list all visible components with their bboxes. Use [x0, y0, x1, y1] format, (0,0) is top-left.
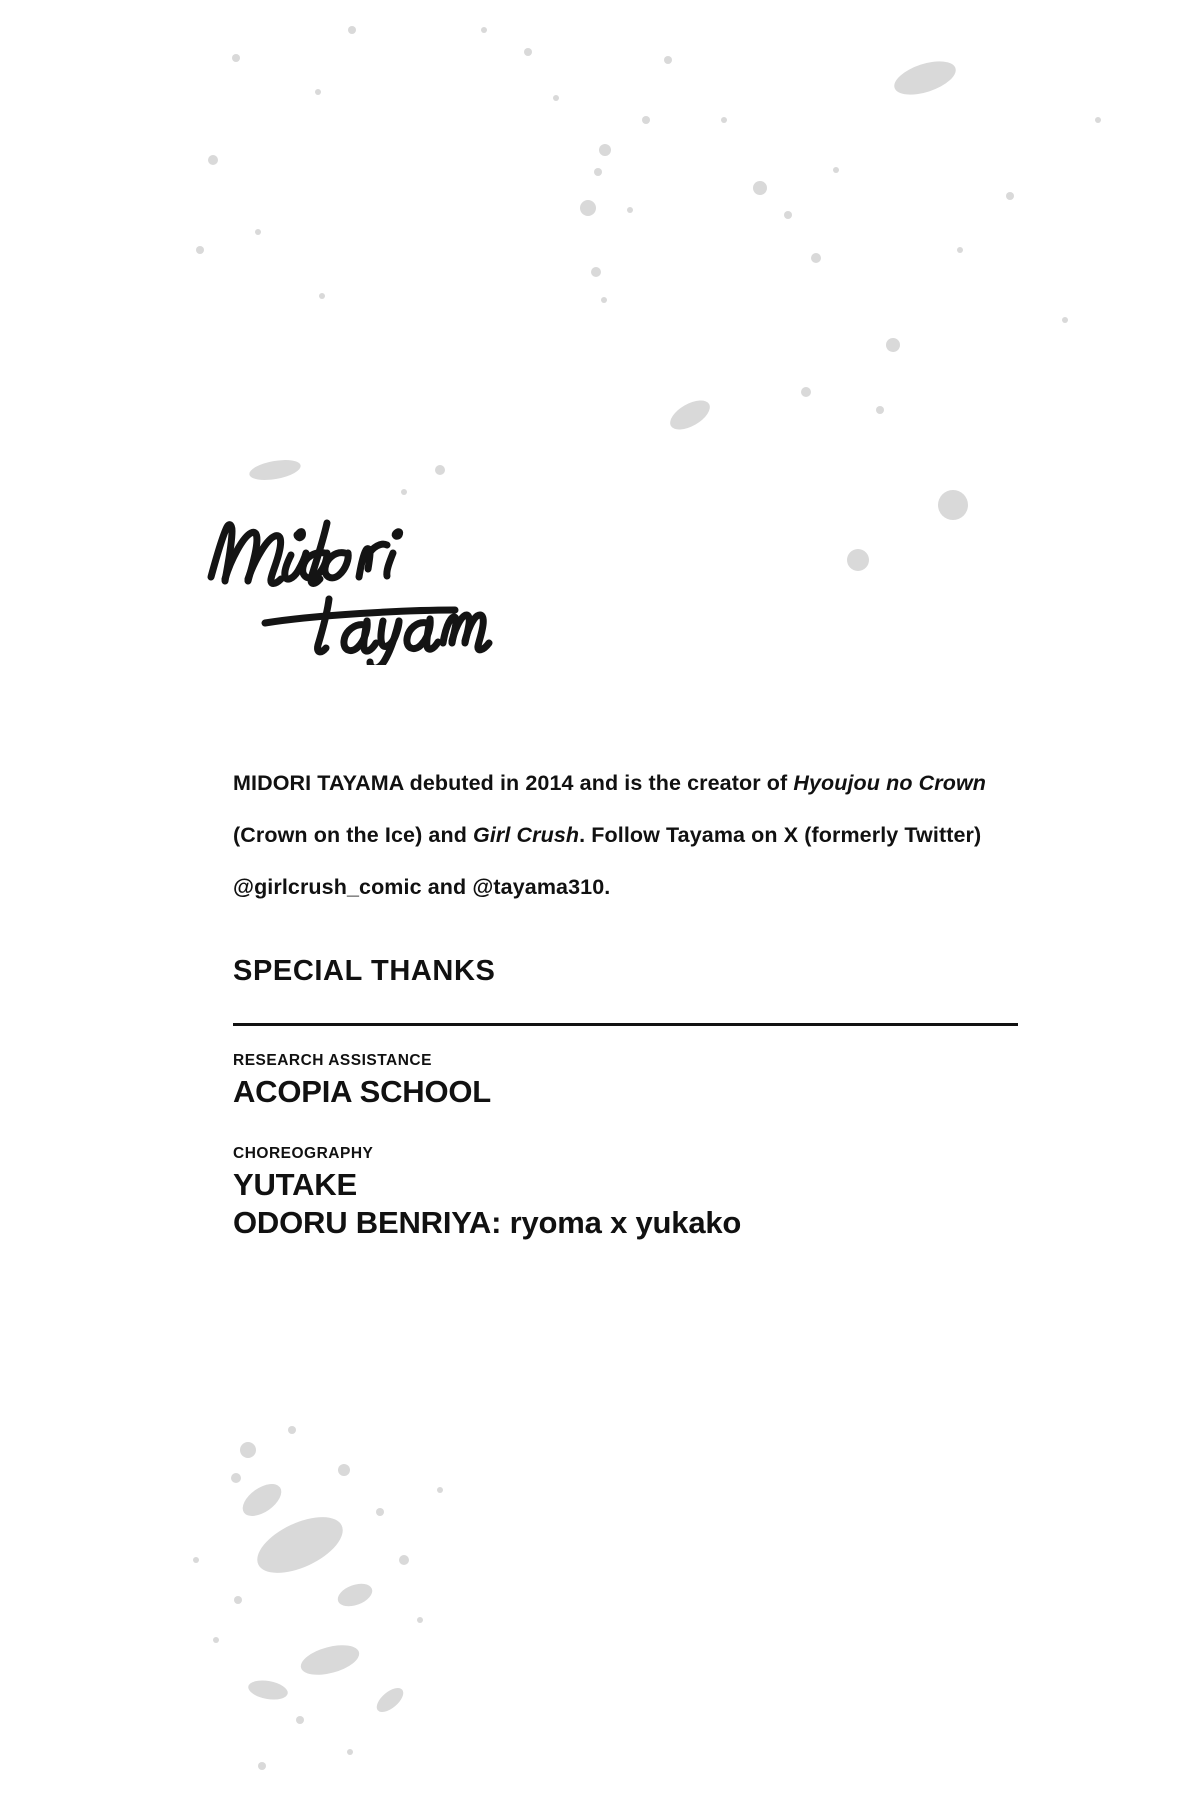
credit-role: CHOREOGRAPHY [233, 1145, 374, 1162]
author-signature [205, 515, 565, 665]
section-divider [233, 1023, 1018, 1026]
credit-role: RESEARCH ASSISTANCE [233, 1052, 432, 1069]
bio-part-3: . Follow Tayama on X (formerly Twitter) @girlcrush_comic and @tayama310. [233, 822, 982, 899]
credit-block [233, 1145, 741, 1242]
bio-title-2: Girl Crush [473, 822, 580, 847]
bio-title-1: Hyoujou no Crown [793, 770, 987, 795]
credit-name: YUTAKE [233, 1167, 357, 1202]
bio-part-1: MIDORI TAYAMA debuted in 2014 and is the creator of [233, 770, 794, 795]
author-bio [233, 757, 1023, 913]
credit-name: ACOPIA SCHOOL [233, 1074, 492, 1109]
credit-name: ODORU BENRIYA: ryoma x yukako [233, 1205, 742, 1240]
credit-block [233, 1052, 491, 1111]
bio-part-2: (Crown on the Ice) and [233, 822, 473, 847]
special-thanks-heading: SPECIAL THANKS [233, 955, 496, 987]
